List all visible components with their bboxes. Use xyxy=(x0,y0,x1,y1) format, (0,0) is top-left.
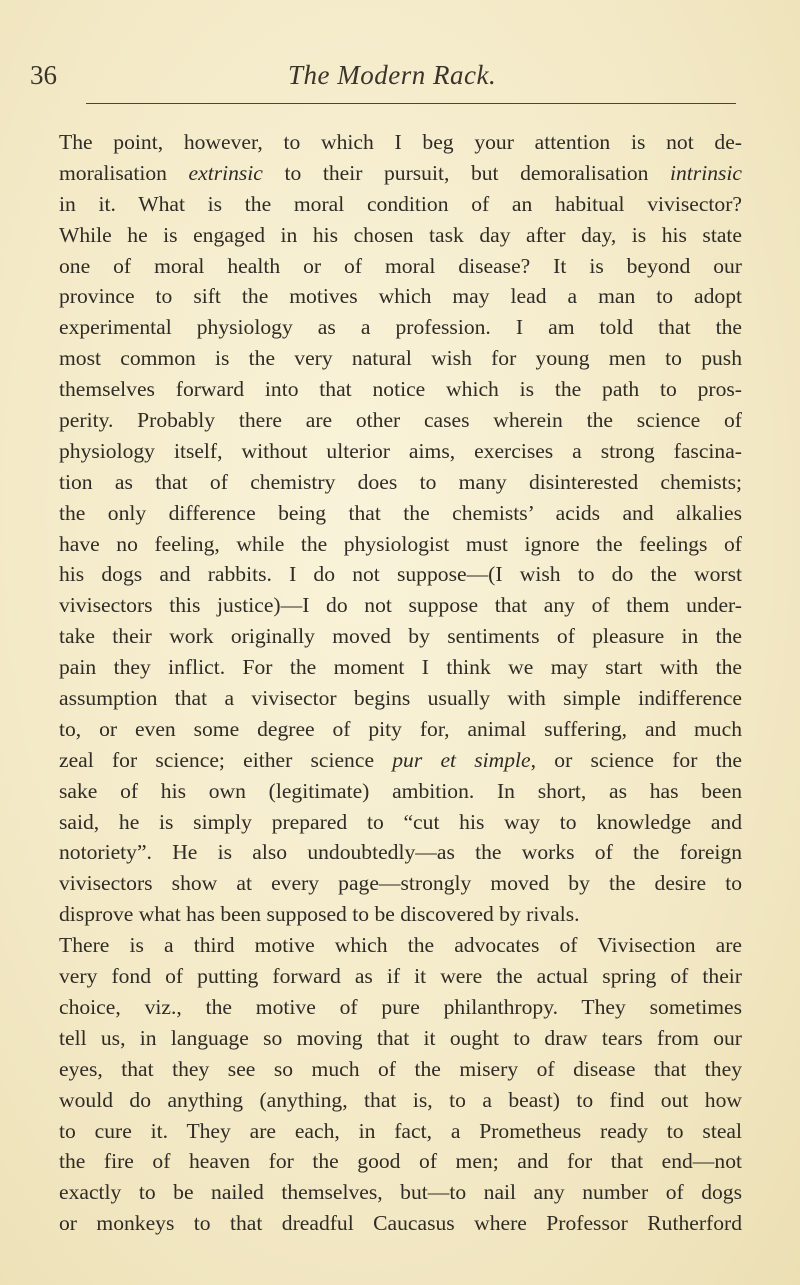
emphasis: pur et simple xyxy=(392,747,531,772)
emphasis: intrinsic xyxy=(670,160,742,185)
body-text xyxy=(59,127,742,1239)
text-line: to cure it. They are each, in fact, a Prometheus ready to steal xyxy=(59,1118,742,1143)
text-line: one of moral health or of moral disease? It is beyond our xyxy=(59,253,742,278)
page-header xyxy=(30,60,770,100)
text-line: eyes, that they see so much of the misery of disease that they xyxy=(59,1056,742,1081)
text-line: pain they inflict. For the moment I think we may start with the xyxy=(59,655,742,680)
text-line: his dogs and rabbits. I do not suppose—(I wish to do the worst xyxy=(59,562,742,587)
text-line: province to sift the motives which may lead a man to adopt xyxy=(59,284,742,309)
text-line: or monkeys to that dreadful Caucasus where Professor Rutherford xyxy=(59,1211,742,1236)
text-line: experimental physiology as a profession. I am told that the xyxy=(59,315,742,340)
text-line: most common is the very natural wish for young men to push xyxy=(59,346,742,371)
text-line: tell us, in language so moving that it ought to draw tears from our xyxy=(59,1025,742,1050)
text-line: have no feeling, while the physiologist must ignore the feelings of xyxy=(59,531,742,556)
page-number: 36 xyxy=(30,60,57,90)
text-line: sake of his own (legitimate) ambition. In short, as has been xyxy=(59,778,742,803)
text-line: While he is engaged in his chosen task day after day, is his state xyxy=(59,222,742,247)
text-line: disprove what has been supposed to be discovered by rivals. xyxy=(59,902,580,927)
text-line: perity. Probably there are other cases wherein the science of xyxy=(59,408,742,433)
text-line: zeal for science; either science pur et simple, or science for the xyxy=(59,747,743,772)
text-line: The point, however, to which I beg your attention is not de- xyxy=(59,130,742,154)
text-line: There is a third motive which the advocates of Vivisection are xyxy=(59,933,742,958)
text-line: vivisectors this justice)—I do not suppose that any of them under- xyxy=(59,593,742,618)
text-line: very fond of putting forward as if it were the actual spring of their xyxy=(59,964,742,989)
header-rule xyxy=(86,103,736,104)
text-line: in it. What is the moral condition of an habitual vivisector? xyxy=(59,191,742,216)
text-line: said, he is simply prepared to “cut his way to knowledge and xyxy=(59,809,742,834)
text-line: take their work originally moved by sentiments of pleasure in the xyxy=(59,624,742,649)
text-line: exactly to be nailed themselves, but—to nail any number of dogs xyxy=(59,1180,742,1205)
text-line: the only difference being that the chemists’ acids and alkalies xyxy=(59,500,742,525)
text-line: notoriety”. He is also undoubtedly—as the works of the foreign xyxy=(59,840,742,865)
text-line: choice, viz., the motive of pure philanthropy. They sometimes xyxy=(59,994,742,1019)
text-line: assumption that a vivisector begins usually with simple indifference xyxy=(59,686,742,711)
text-line: vivisectors show at every page—strongly moved by the desire to xyxy=(59,871,742,896)
text-line: physiology itself, without ulterior aims, exercises a strong fascina- xyxy=(59,438,742,463)
text-line: to, or even some degree of pity for, animal suffering, and much xyxy=(59,716,742,741)
text-line: would do anything (anything, that is, to a beast) to find out how xyxy=(59,1087,742,1112)
text-line: tion as that of chemistry does to many disinterested chemists; xyxy=(59,469,742,494)
text-line: the fire of heaven for the good of men; and for that end—not xyxy=(59,1149,742,1174)
emphasis: extrinsic xyxy=(188,160,263,185)
text-line: themselves forward into that notice which is the path to pros- xyxy=(59,377,742,402)
text-line: moralisation extrinsic to their pursuit, but demoralisation intrinsic xyxy=(59,160,742,185)
running-title: The Modern Rack. xyxy=(288,60,497,90)
